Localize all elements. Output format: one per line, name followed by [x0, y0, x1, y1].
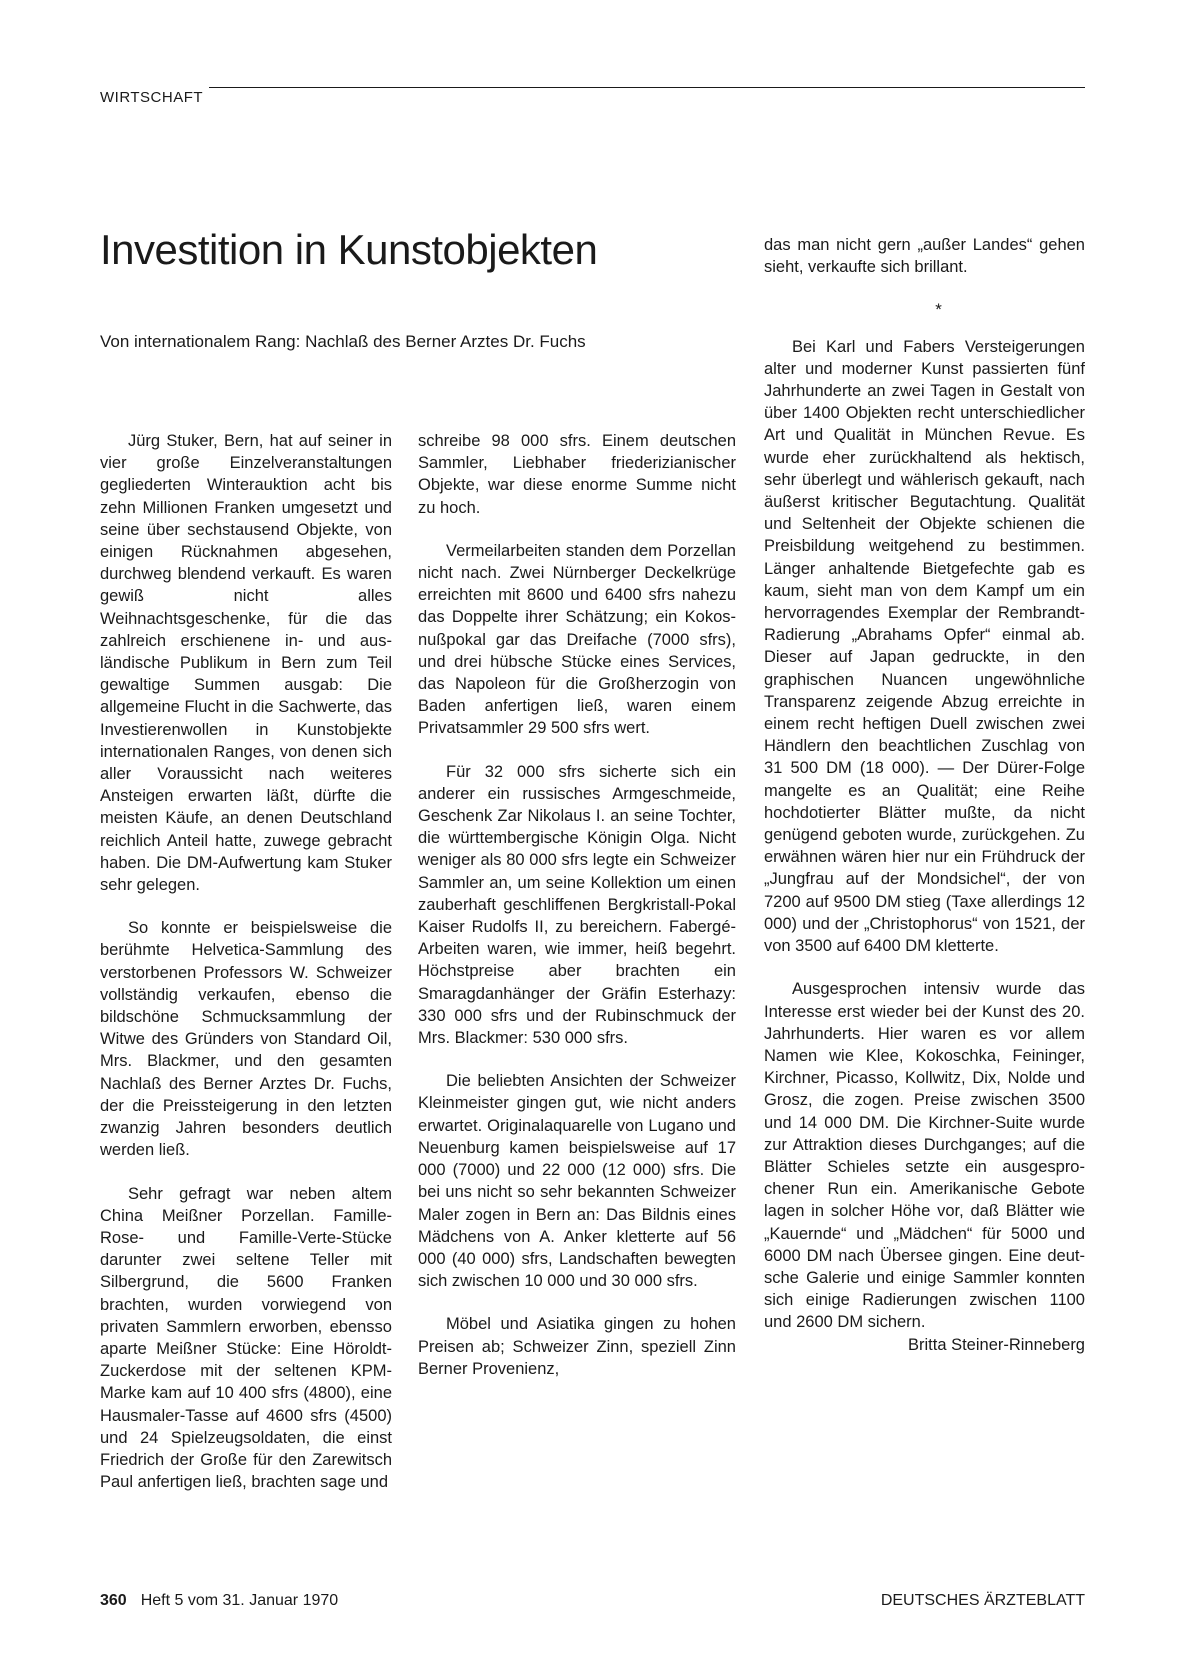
- author-signature: Britta Steiner-Rinneberg: [907, 1335, 1085, 1354]
- column-3: [764, 234, 1085, 1356]
- paragraph-continuation: das man nicht gern „außer Landes“ gehen sieht, verkaufte sich brillant.: [764, 236, 1085, 277]
- paragraph: Jürg Stuker, Bern, hat auf seiner in vier große Einzelveranstaltungen gegliederten Winterauktion acht bis zehn Millionen Franken umgesetzt und seine über sechstausend Objekte, von einigen Rücknahmen abgesehen, durchweg blendend verkauft. Es waren gewiß nicht alles Weihnachtsgeschenke, für die das zahlreich erschienene in- und ausländische Publikum in Bern zum Teil gewaltige Summen ausgab: Die allgemeine Flucht in die Sachwerte, das Investierenwollen in Kunstobjekte internationalen Ranges, von denen sich aller Voraussicht nach weiteres Ansteigen erwarten läßt, dürfte die meisten Käufe, an denen Deutschland reichlich Anteil hatte, zuwege gebracht haben. Die DM-Aufwertung kam Stuker sehr gelegen.: [100, 432, 392, 895]
- section-separator: *: [935, 300, 942, 320]
- paragraph-continuation: schreibe 98 000 sfrs. Einem deutschen Sammler, Liebhaber friederizianischer Objekte, war diese enorme Summe nicht zu hoch.: [418, 432, 736, 517]
- paragraph: Die beliebten Ansichten der Schweizer Kleinmeister gingen gut, wie nicht anders erwartet. Originalaquarelle von Lugano und Neuenburg kamen beispielsweise auf 17 000 (7000) und 22 000 (12 000) sfrs. Die bei uns nicht so sehr bekannten Schweizer Maler zogen in Bern an: Das Bildnis eines Mädchens von A. Anker kletterte auf 56 000 (40 000) sfrs, Landschaften bewegten sich zwischen 10 000 und 30 000 sfrs.: [418, 1072, 736, 1291]
- header-rule: [209, 87, 1085, 88]
- paragraph: Sehr gefragt war neben altem China Meißner Porzellan. Famille-Rose- und Famille-Verte-Stücke darunter zwei seltene Teller mit Silbergrund, die 5600 Franken brachten, wurden vorwiegend von privaten Sammlern erworben, ebensso aparte Meißner Stücke: Eine Höroldt-Zuckerdose mit der seltenen KPM-Marke kam auf 10 400 sfrs (4800), eine Hausmaler-Tasse auf 4600 sfrs (4500) und 24 Spielzeugsoldaten, die einst Friedrich der Große für den Zarewitsch Paul anfertigen ließ, brachten sage und: [100, 1184, 392, 1492]
- paragraph: So konnte er beispielsweise die berühmte Helvetica-Sammlung des verstorbenen Professors W. Schweizer vollständig verkaufen, ebenso die bildschöne Schmucksammlung der Witwe des Gründers von Standard Oil, Mrs. Blackmer, und den gesamten Nachlaß des Berner Arztes Dr. Fuchs, der die Preissteigerung in den letzten zwanzig Jahren besonders deutlich werden ließ.: [100, 919, 392, 1160]
- column-1: [100, 430, 392, 1514]
- paragraph: Vermeilarbeiten standen dem Porzellan nicht nach. Zwei Nürnberger Deckelkrüge erreichten mit 8600 und 6400 sfrs nahezu das Doppelte ihrer Schätzung; ein Kokosnußpokal gar das Dreifache (7000 sfrs), und drei hübsche Stücke eines Services, das Napoleon für die Großherzogin von Baden anfertigen ließ, waren einem Privatsammler 29 500 sfrs wert.: [418, 541, 736, 738]
- paragraph-text: Ausgesprochen intensiv wurde das Interesse erst wieder bei der Kunst des 20. Jahrhunderts. Hier waren es vor allem Namen wie Klee, Kokoschka, Feininger, Kirchner, Picasso, Kollwitz, Dix, Nolde und Grosz, die zogen. Preise zwischen 3500 und 14 000 DM. Die Kirchner-Suite wurde zur Attraktion dieses Durchganges; auf die Blätter Schieles setzte ein ausgesprochener Run ein. Amerikanische Gebote lagen in solcher Höhe vor, daß Blätter wie „Kauernde“ und „Mädchen“ für 5000 und 6000 DM nach Übersee gingen. Eine deutsche Galerie und einige Sammler konnten sich einige Radierungen zwischen 1100 und 2600 DM sichern.: [764, 980, 1085, 1332]
- section-label: WIRTSCHAFT: [100, 89, 204, 106]
- paragraph: Bei Karl und Fabers Versteigerungen alter und moderner Kunst passierten fünf Jahrhunderte an zwei Tagen in Gestalt von über 1400 Objekten recht unterschiedlicher Art und Qualität in München Revue. Es wurde eher zurückhaltend als hektisch, sehr überlegt und wählerisch gekauft, nach äußerst kritischer Begutachtung. Qualität und Seltenheit der Objekte schienen die Preisbildung weitgehend zu bestimmen. Länger anhaltende Bietgefechte gab es kaum, sieht man von dem Kampf um ein hervorragendes Exemplar der Rembrandt-Radierung „Abrahams Opfer“ einmal ab. Dieser auf Japan gedruckte, in den graphischen Nuancen ungewöhnliche Transparenz zeigende Abzug erreichte in einem recht heftigen Duell zwischen zwei Händlern den beachtlichen Zuschlag von 31 500 DM (18 000). — Der Dürer-Folge mangelte es an Qualität; eine Reihe hochdotierter Blätter mußte, da nicht genügend geboten wurde, zurückgehen. Zu erwähnen wären hier nur ein Frühdruck der „Jungfrau auf der Mondsichel“, der von 7200 auf 9500 DM stieg (Taxe allerdings 12 000) und der „Christophorus“ von 1521, der von 3500 auf 6400 DM kletterte.: [764, 337, 1085, 956]
- paragraph: Für 32 000 sfrs sicherte sich ein anderer ein russisches Armgeschmeide, Geschenk Zar Nikolaus I. an seine Tochter, die württembergische Königin Olga. Nicht weniger als 80 000 sfrs legte ein Schweizer Sammler an, um seine Kollektion um einen zauberhaft geschliffenen Bergkristall-Pokal Kaiser Rudolfs II, zu bereichern. Fabergé-Arbeiten waren, wie immer, heiß begehrt. Höchstpreise aber brachten ein Smaragdanhänger der Gräfin Esterhazy: 330 000 sfrs und der Rubinschmuck der Mrs. Blackmer: 530 000 sfrs.: [418, 762, 736, 1048]
- publication-name: DEUTSCHES ÄRZTEBLATT: [880, 1592, 1085, 1609]
- paragraph: Möbel und Asiatika gingen zu hohen Preisen ab; Schweizer Zinn, speziell Zinn Berner Provenienz,: [418, 1315, 736, 1378]
- page-footer: [100, 1592, 1085, 1610]
- paragraph: [764, 978, 1085, 1354]
- column-2: [418, 430, 736, 1401]
- footer-left: [100, 1592, 338, 1610]
- page-number: 360: [100, 1592, 127, 1609]
- page-header: [100, 70, 1085, 106]
- issue-info: Heft 5 vom 31. Januar 1970: [140, 1592, 339, 1609]
- article-title: Investition in Kunstobjekten: [100, 226, 598, 273]
- article-subtitle: Von internationalem Rang: Nachlaß des Berner Arztes Dr. Fuchs: [100, 332, 586, 351]
